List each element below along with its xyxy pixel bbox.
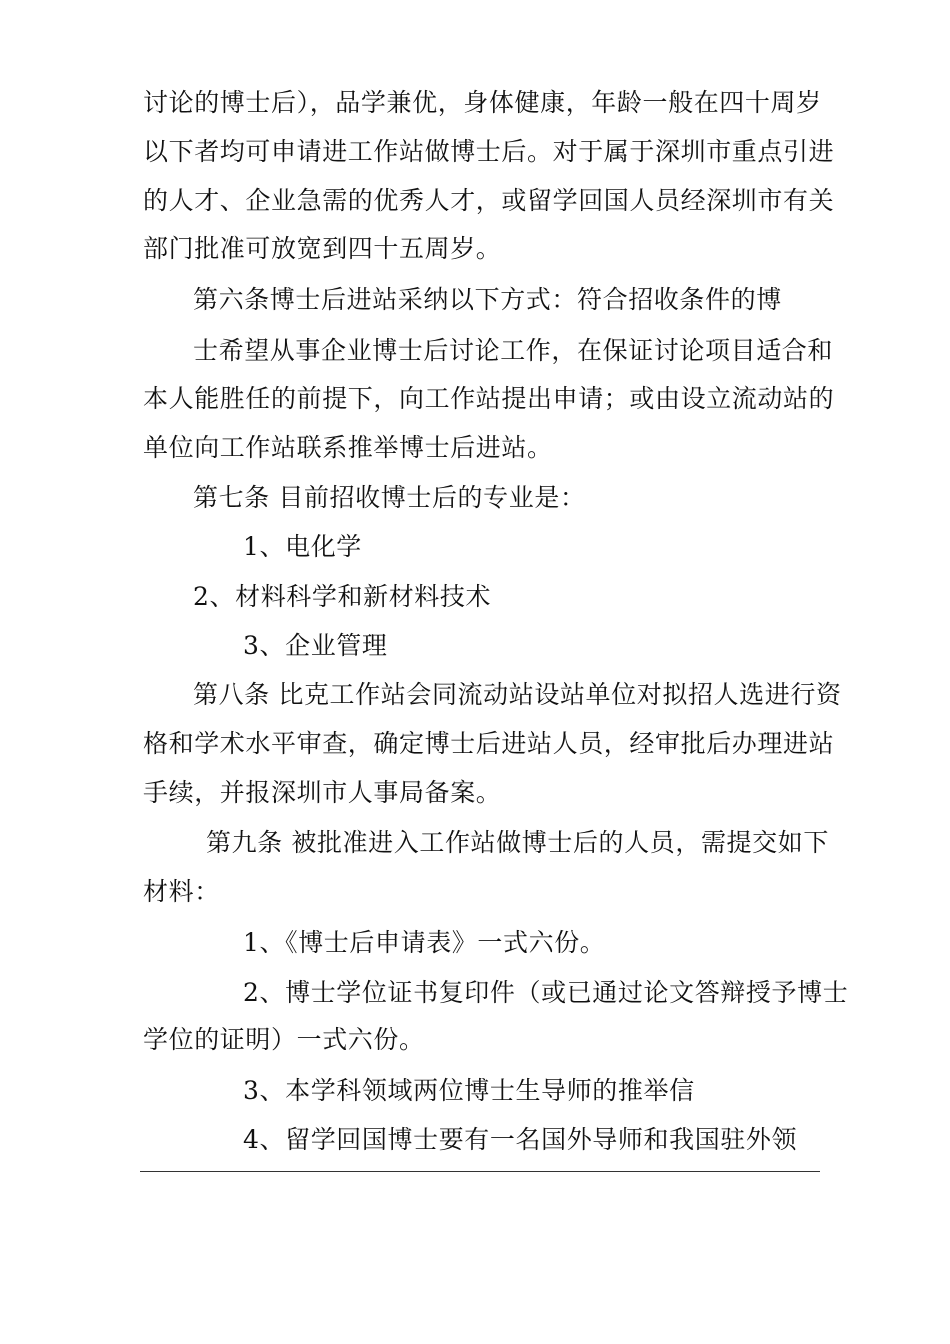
footer-divider bbox=[140, 1171, 820, 1172]
list-item: 1、电化学 bbox=[243, 532, 362, 561]
text-line: 部门批准可放宽到四十五周岁。 bbox=[143, 234, 502, 263]
text-line: 讨论的博士后），品学兼优，身体健康，年龄一般在四十周岁 bbox=[143, 88, 822, 117]
article-heading: 第七条 目前招收博士后的专业是： bbox=[193, 483, 586, 512]
list-item: 4、留学回国博士要有一名国外导师和我国驻外领 bbox=[243, 1125, 798, 1154]
text-line: 材料： bbox=[143, 877, 220, 906]
list-item: 2、博士学位证书复印件（或已通过论文答辩授予博士 bbox=[243, 978, 849, 1007]
list-item: 2、材料科学和新材料技术 bbox=[193, 582, 492, 611]
article-heading: 第八条 比克工作站会同流动站设站单位对拟招人选进行资 bbox=[193, 680, 842, 709]
text-line: 士希望从事企业博士后讨论工作，在保证讨论项目适合和 bbox=[193, 336, 834, 365]
text-line: 的人才、企业急需的优秀人才，或留学回国人员经深圳市有关 bbox=[143, 186, 835, 215]
text-line: 学位的证明）一式六份。 bbox=[143, 1025, 425, 1054]
text-line: 第六条博士后进站采纳以下方式：符合招收条件的博 bbox=[193, 285, 782, 314]
text-line: 手续，并报深圳市人事局备案。 bbox=[143, 778, 502, 807]
list-item: 1、《博士后申请表》一式六份。 bbox=[243, 928, 606, 957]
list-item: 3、企业管理 bbox=[243, 631, 388, 660]
text-line: 以下者均可申请进工作站做博士后。对于属于深圳市重点引进 bbox=[143, 137, 835, 166]
text-line: 单位向工作站联系推举博士后进站。 bbox=[143, 433, 553, 462]
list-item: 3、本学科领域两位博士生导师的推举信 bbox=[243, 1076, 695, 1105]
text-line: 本人能胜任的前提下，向工作站提出申请；或由设立流动站的 bbox=[143, 384, 835, 413]
article-heading: 第九条 被批准进入工作站做博士后的人员，需提交如下 bbox=[206, 828, 829, 857]
text-line: 格和学术水平审查，确定博士后进站人员，经审批后办理进站 bbox=[143, 729, 835, 758]
